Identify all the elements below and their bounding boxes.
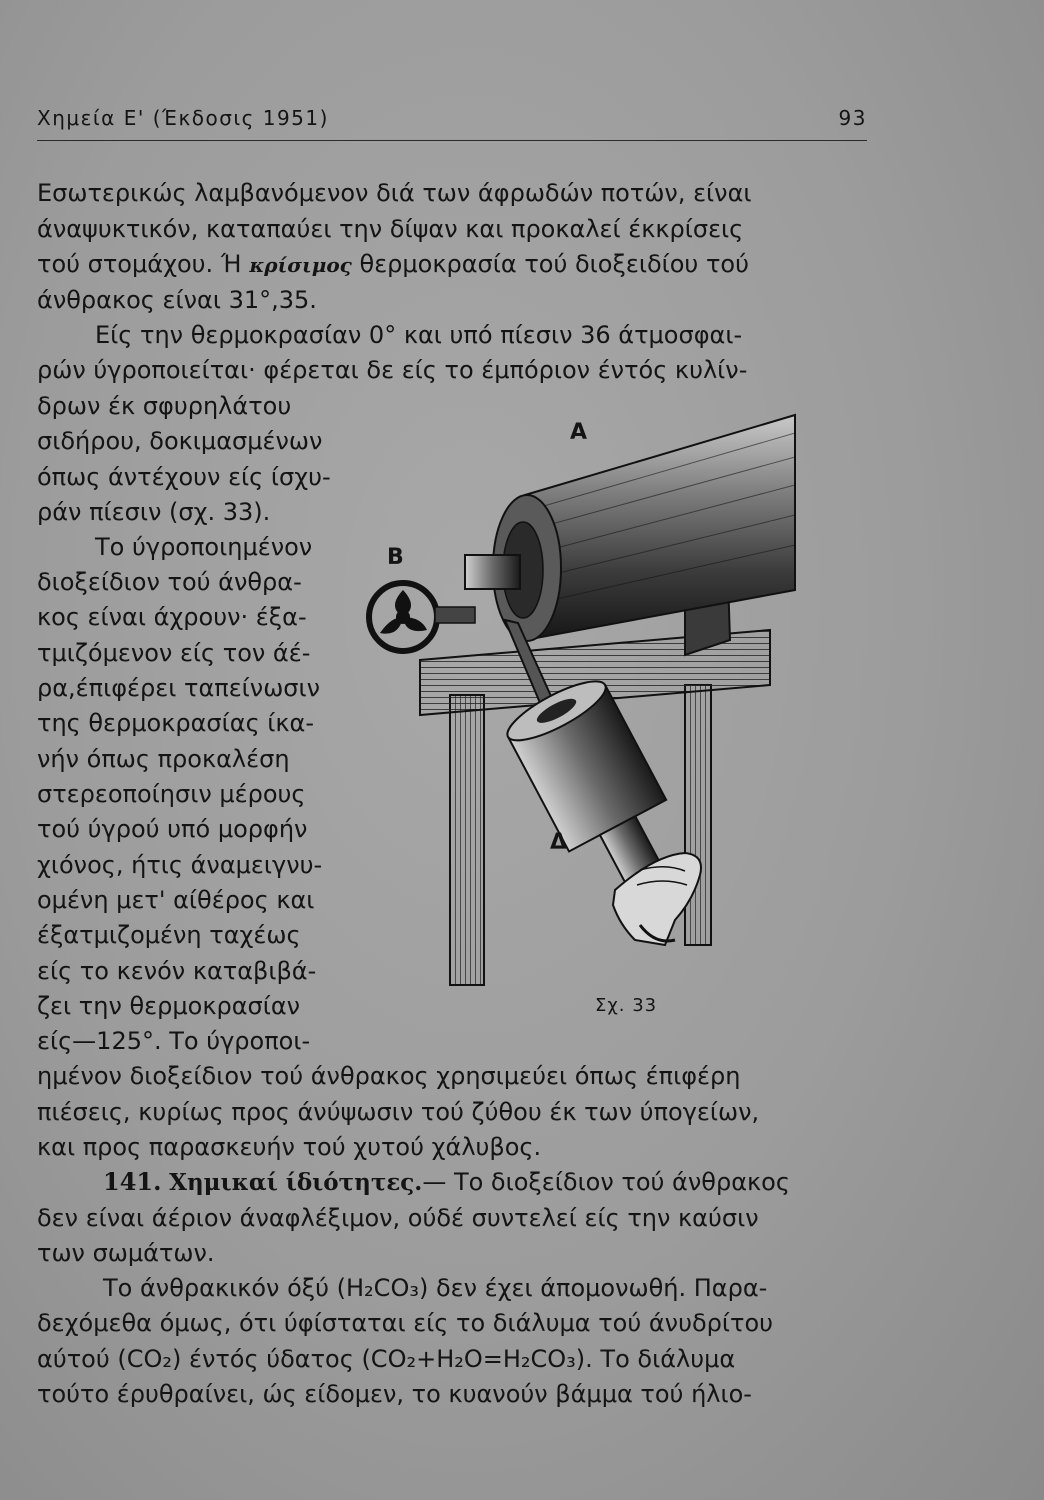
text-fragment: τού στομάχου. Ή — [37, 250, 250, 278]
text-line: τού ύγρού υπό μορφήν — [37, 815, 308, 843]
text-line: τμιζόμενον είς τον άέ- — [37, 639, 311, 667]
text-line: δρων έκ σφυρηλάτου — [37, 392, 292, 420]
figure-label-a: Α — [570, 420, 588, 445]
text-line: ομένη μετ' αίθέρος και — [37, 886, 315, 914]
text-line: διοξείδιον τού άνθρα- — [37, 568, 302, 596]
section-number: 141. — [103, 1167, 162, 1196]
text-line: ράν πίεσιν (σχ. 33). — [37, 498, 271, 526]
text-line: Το άνθρακικόν όξύ (H₂CO₃) δεν έχει άπομονωθή. Παρα- — [103, 1274, 768, 1302]
text-line: τούτο έρυθραίνει, ώς είδομεν, το κυανούν βάμμα τού ήλιο- — [37, 1380, 752, 1408]
text-line: Είς την θερμοκρασίαν 0° και υπό πίεσιν 36 άτμοσφαι- — [95, 321, 743, 349]
text-line: δεν είναι άέριον άναφλέξιμον, ούδέ συντελεί είς την καύσιν — [37, 1204, 759, 1232]
text-line: χιόνος, ήτις άναμειγνυ- — [37, 851, 323, 879]
running-header — [37, 100, 867, 141]
text-line: Εσωτερικώς λαμβανόμενον διά των άφρωδών ποτών, είναι — [37, 179, 752, 207]
text-line: των σωμάτων. — [37, 1239, 215, 1267]
co2-cylinder-figure — [355, 385, 875, 995]
text-line: άναψυκτικόν, καταπαύει την δίψαν και προκαλεί έκκρίσεις — [37, 215, 744, 243]
text-line: σιδήρου, δοκιμασμένων — [37, 427, 323, 455]
text-line: ρών ύγροποιείται· φέρεται δε είς το έμπόριον έντός κυλίν- — [37, 356, 748, 384]
text-line: νήν όπως προκαλέση — [37, 745, 290, 773]
section-title: Χημικαί ίδιότητες. — [169, 1169, 423, 1196]
figure-label-b: Β — [387, 545, 404, 570]
text-line: ημένον διοξείδιον τού άνθρακος χρησιμεύει όπως έπιφέρη — [37, 1062, 741, 1090]
figure-label-d: Δ — [550, 830, 568, 855]
text-fragment: θερμοκρασία τού διοξειδίου τού — [351, 250, 749, 278]
text-line: όπως άντέχουν είς ίσχυ- — [37, 463, 331, 491]
term-emphasis: κρίσιμος — [249, 253, 352, 277]
cylinder-illustration — [355, 385, 875, 995]
text-line: δεχόμεθα όμως, ότι ύφίσταται είς το διάλυμα τού άνυδρίτου — [37, 1309, 774, 1337]
table-leg-left — [450, 695, 484, 985]
text-line: της θερμοκρασίας ίκα- — [37, 709, 315, 737]
text-line: και προς παρασκευήν τού χυτού χάλυβος. — [37, 1133, 542, 1161]
cylinder-body — [525, 415, 795, 640]
page-number: 93 — [838, 106, 867, 130]
text-line: πιέσεις, κυρίως προς άνύψωσιν τού ζύθου έκ των ύπογείων, — [37, 1098, 760, 1126]
section-heading-line — [103, 1167, 865, 1198]
text-line: αύτού (CO₂) έντός ύδατος (CO₂+H₂O=H₂CO₃). Το διάλυμα — [37, 1345, 736, 1373]
valve-neck — [465, 555, 520, 589]
table-leg-right — [685, 685, 711, 945]
text-fragment: — Το διοξείδιον τού άνθρακος — [422, 1168, 790, 1196]
header-title: Χημεία Ε' (Έκδοσις 1951) — [37, 106, 329, 130]
text-line: άνθρακος είναι 31°,35. — [37, 286, 317, 314]
text-line: ζει την θερμοκρασίαν — [37, 992, 301, 1020]
text-line: Το ύγροποιημένον — [95, 533, 313, 561]
text-line: είς το κενόν καταβιβά- — [37, 957, 317, 985]
text-line: ρα,έπιφέρει ταπείνωσιν — [37, 674, 321, 702]
figure-caption: Σχ. 33 — [595, 995, 658, 1016]
text-line: είς—125°. Το ύγροποι- — [37, 1027, 311, 1055]
text-line: κος είναι άχρουν· έξα- — [37, 603, 307, 631]
text-line: στερεοποίησιν μέρους — [37, 780, 306, 808]
text-line — [37, 249, 865, 280]
text-line: έξατμιζομένη ταχέως — [37, 921, 301, 949]
